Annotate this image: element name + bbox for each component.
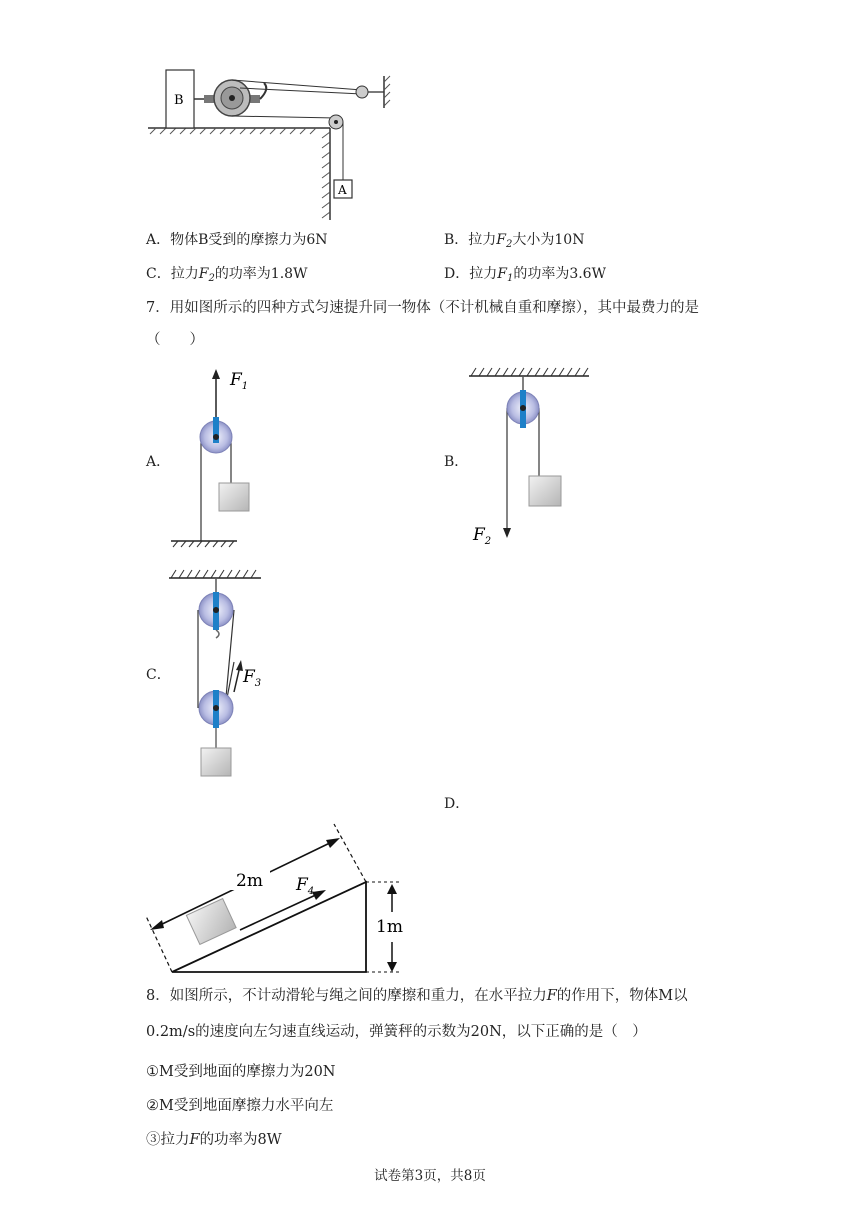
q7-option-b-label: B． — [444, 454, 469, 470]
force-f2-label: $F_2$ — [473, 525, 492, 547]
q6-option-b: B．拉力$F_2$大小为10N — [444, 232, 585, 250]
q6-pulley-figure — [140, 62, 410, 222]
q8-stem-line2: 0.2m/s的速度向左匀速直线运动，弹簧秤的示数为20N，以下正确的是（ ） — [146, 1024, 647, 1040]
q6-option-a: A．物体B受到的摩擦力为6N — [146, 232, 328, 248]
q8-item-1: ①M受到地面的摩擦力为20N — [146, 1064, 336, 1080]
q6-option-d: D．拉力$F_1$的功率为3.6W — [444, 266, 606, 284]
height-label: 1m — [376, 917, 403, 937]
q8-item-3: ③拉力F的功率为8W — [146, 1132, 282, 1148]
q7-figure-a — [165, 365, 275, 550]
block-a-label: A — [338, 183, 347, 197]
weight-d — [186, 899, 236, 945]
q8-item-2: ②M受到地面摩擦力水平向左 — [146, 1098, 334, 1114]
q8-stem-line1: 8．如图所示，不计动滑轮与绳之间的摩擦和重力，在水平拉力F的作用下，物体M以 — [146, 988, 688, 1004]
q7-stem-line1: 7．用如图所示的四种方式匀速提升同一物体（不计机械自重和摩擦），其中最费力的是 — [146, 300, 699, 316]
q7-option-a-label: A． — [146, 454, 171, 470]
force-f1-label: $F_1$ — [230, 370, 249, 392]
q7-figure-b — [465, 362, 595, 547]
block-b-label: B — [174, 93, 184, 108]
q7-figure-c — [165, 562, 275, 787]
q7-stem-line2: （ ） — [146, 332, 204, 348]
q7-option-d-label: D． — [444, 796, 470, 812]
force-f3-label: $F_3$ — [243, 667, 262, 689]
weight-b — [529, 476, 561, 506]
q7-figure-d — [140, 820, 420, 980]
page-footer: 试卷第3页，共8页 — [374, 1168, 486, 1184]
q7-option-c-label: C． — [146, 667, 171, 683]
force-f4-label: $F_4$ — [296, 875, 315, 897]
fixed-pulley-right — [356, 86, 368, 98]
weight-a — [219, 483, 249, 511]
weight-c — [201, 748, 231, 776]
q6-option-c: C．拉力$F_2$的功率为1.8W — [146, 266, 308, 284]
length-label: 2m — [236, 871, 263, 891]
